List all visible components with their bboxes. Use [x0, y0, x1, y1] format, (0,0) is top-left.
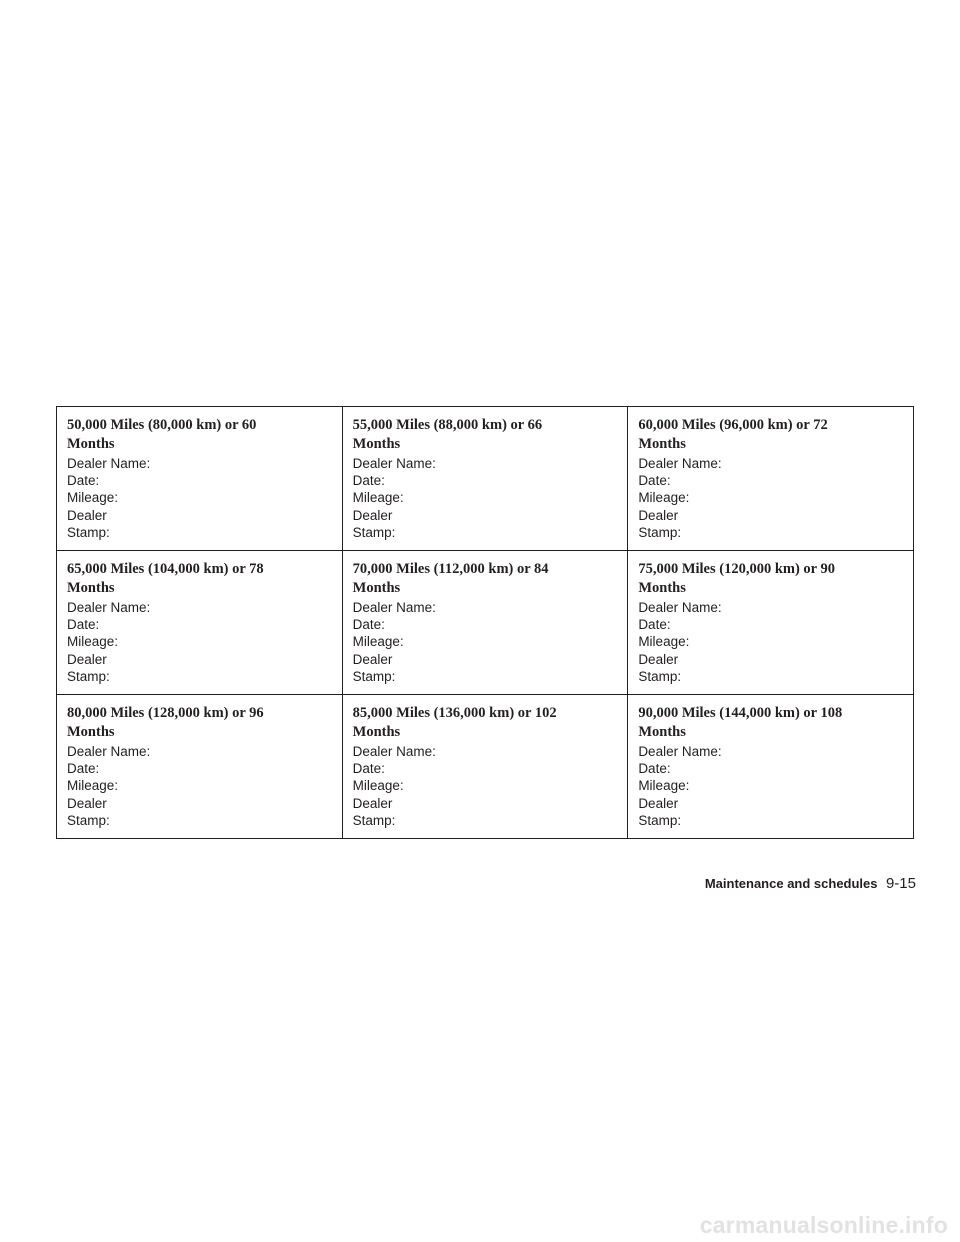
dealer-name-label: Dealer Name:: [638, 600, 722, 616]
maintenance-log-cell: [57, 407, 343, 551]
mileage-label: Mileage:: [352, 490, 404, 506]
maintenance-log-table: [56, 406, 914, 839]
dealer-label: Dealer: [352, 507, 393, 523]
dealer-label: Dealer: [638, 507, 679, 523]
page-number: 9-15: [885, 875, 916, 892]
stamp-label: Stamp:: [67, 668, 110, 684]
dealer-name-label: Dealer Name:: [352, 744, 436, 760]
dealer-label: Dealer: [352, 651, 393, 667]
dealer-name-label: Dealer Name:: [352, 456, 436, 471]
mileage-label: Mileage:: [352, 634, 404, 650]
service-interval-title: 80,000 Miles (128,000 km) or 96 Months: [67, 705, 264, 741]
stamp-label: Stamp:: [638, 668, 682, 684]
date-label: Date:: [67, 617, 100, 633]
mileage-label: Mileage:: [638, 778, 690, 794]
maintenance-log-cell: [57, 695, 343, 839]
maintenance-log-cell: [628, 551, 914, 695]
watermark: carmanualsonline.info: [699, 1212, 948, 1238]
dealer-label: Dealer: [638, 795, 679, 811]
service-interval-title: 50,000 Miles (80,000 km) or 60 Months: [67, 417, 257, 452]
stamp-label: Stamp:: [352, 668, 396, 684]
date-label: Date:: [638, 473, 671, 489]
mileage-label: Mileage:: [67, 490, 119, 506]
stamp-label: Stamp:: [638, 524, 682, 540]
stamp-label: Stamp:: [67, 524, 110, 540]
date-label: Date:: [67, 473, 100, 489]
dealer-name-label: Dealer Name:: [638, 744, 722, 760]
service-interval-title: 90,000 Miles (144,000 km) or 108 Months: [638, 705, 843, 741]
dealer-label: Dealer: [67, 651, 107, 667]
dealer-name-label: Dealer Name:: [67, 744, 151, 760]
mileage-label: Mileage:: [638, 634, 690, 650]
mileage-label: Mileage:: [638, 490, 690, 506]
service-interval-title: 65,000 Miles (104,000 km) or 78 Months: [67, 561, 264, 597]
dealer-label: Dealer: [67, 795, 107, 811]
dealer-label: Dealer: [638, 651, 679, 667]
service-interval-title: 60,000 Miles (96,000 km) or 72 Months: [638, 417, 828, 452]
dealer-label: Dealer: [352, 795, 393, 811]
date-label: Date:: [67, 761, 100, 777]
mileage-label: Mileage:: [67, 634, 119, 650]
maintenance-log-cell: [342, 407, 628, 551]
page-footer: [705, 875, 916, 893]
table-row: [57, 695, 914, 839]
date-label: Date:: [352, 473, 385, 489]
dealer-name-label: Dealer Name:: [67, 600, 151, 616]
maintenance-log-cell: [342, 551, 628, 695]
dealer-label: Dealer: [67, 507, 107, 523]
service-interval-title: 75,000 Miles (120,000 km) or 90 Months: [638, 561, 835, 597]
service-interval-title: 55,000 Miles (88,000 km) or 66 Months: [352, 417, 543, 452]
date-label: Date:: [352, 761, 385, 777]
maintenance-log-cell: [628, 407, 914, 551]
stamp-label: Stamp:: [352, 524, 396, 540]
date-label: Date:: [638, 761, 671, 777]
stamp-label: Stamp:: [352, 812, 396, 828]
mileage-label: Mileage:: [67, 778, 119, 794]
stamp-label: Stamp:: [67, 812, 110, 828]
table-row: [57, 407, 914, 551]
date-label: Date:: [352, 617, 385, 633]
maintenance-log-cell: [57, 551, 343, 695]
stamp-label: Stamp:: [638, 812, 682, 828]
dealer-name-label: Dealer Name:: [352, 600, 436, 616]
service-interval-title: 70,000 Miles (112,000 km) or 84 Months: [352, 561, 549, 597]
dealer-name-label: Dealer Name:: [67, 456, 151, 471]
date-label: Date:: [638, 617, 671, 633]
service-interval-title: 85,000 Miles (136,000 km) or 102 Months: [352, 705, 557, 741]
mileage-label: Mileage:: [352, 778, 404, 794]
maintenance-log-cell: [342, 695, 628, 839]
footer-section-title: Maintenance and schedules: [704, 876, 878, 891]
dealer-name-label: Dealer Name:: [638, 456, 722, 471]
table-row: [57, 551, 914, 695]
maintenance-log-cell: [628, 695, 914, 839]
